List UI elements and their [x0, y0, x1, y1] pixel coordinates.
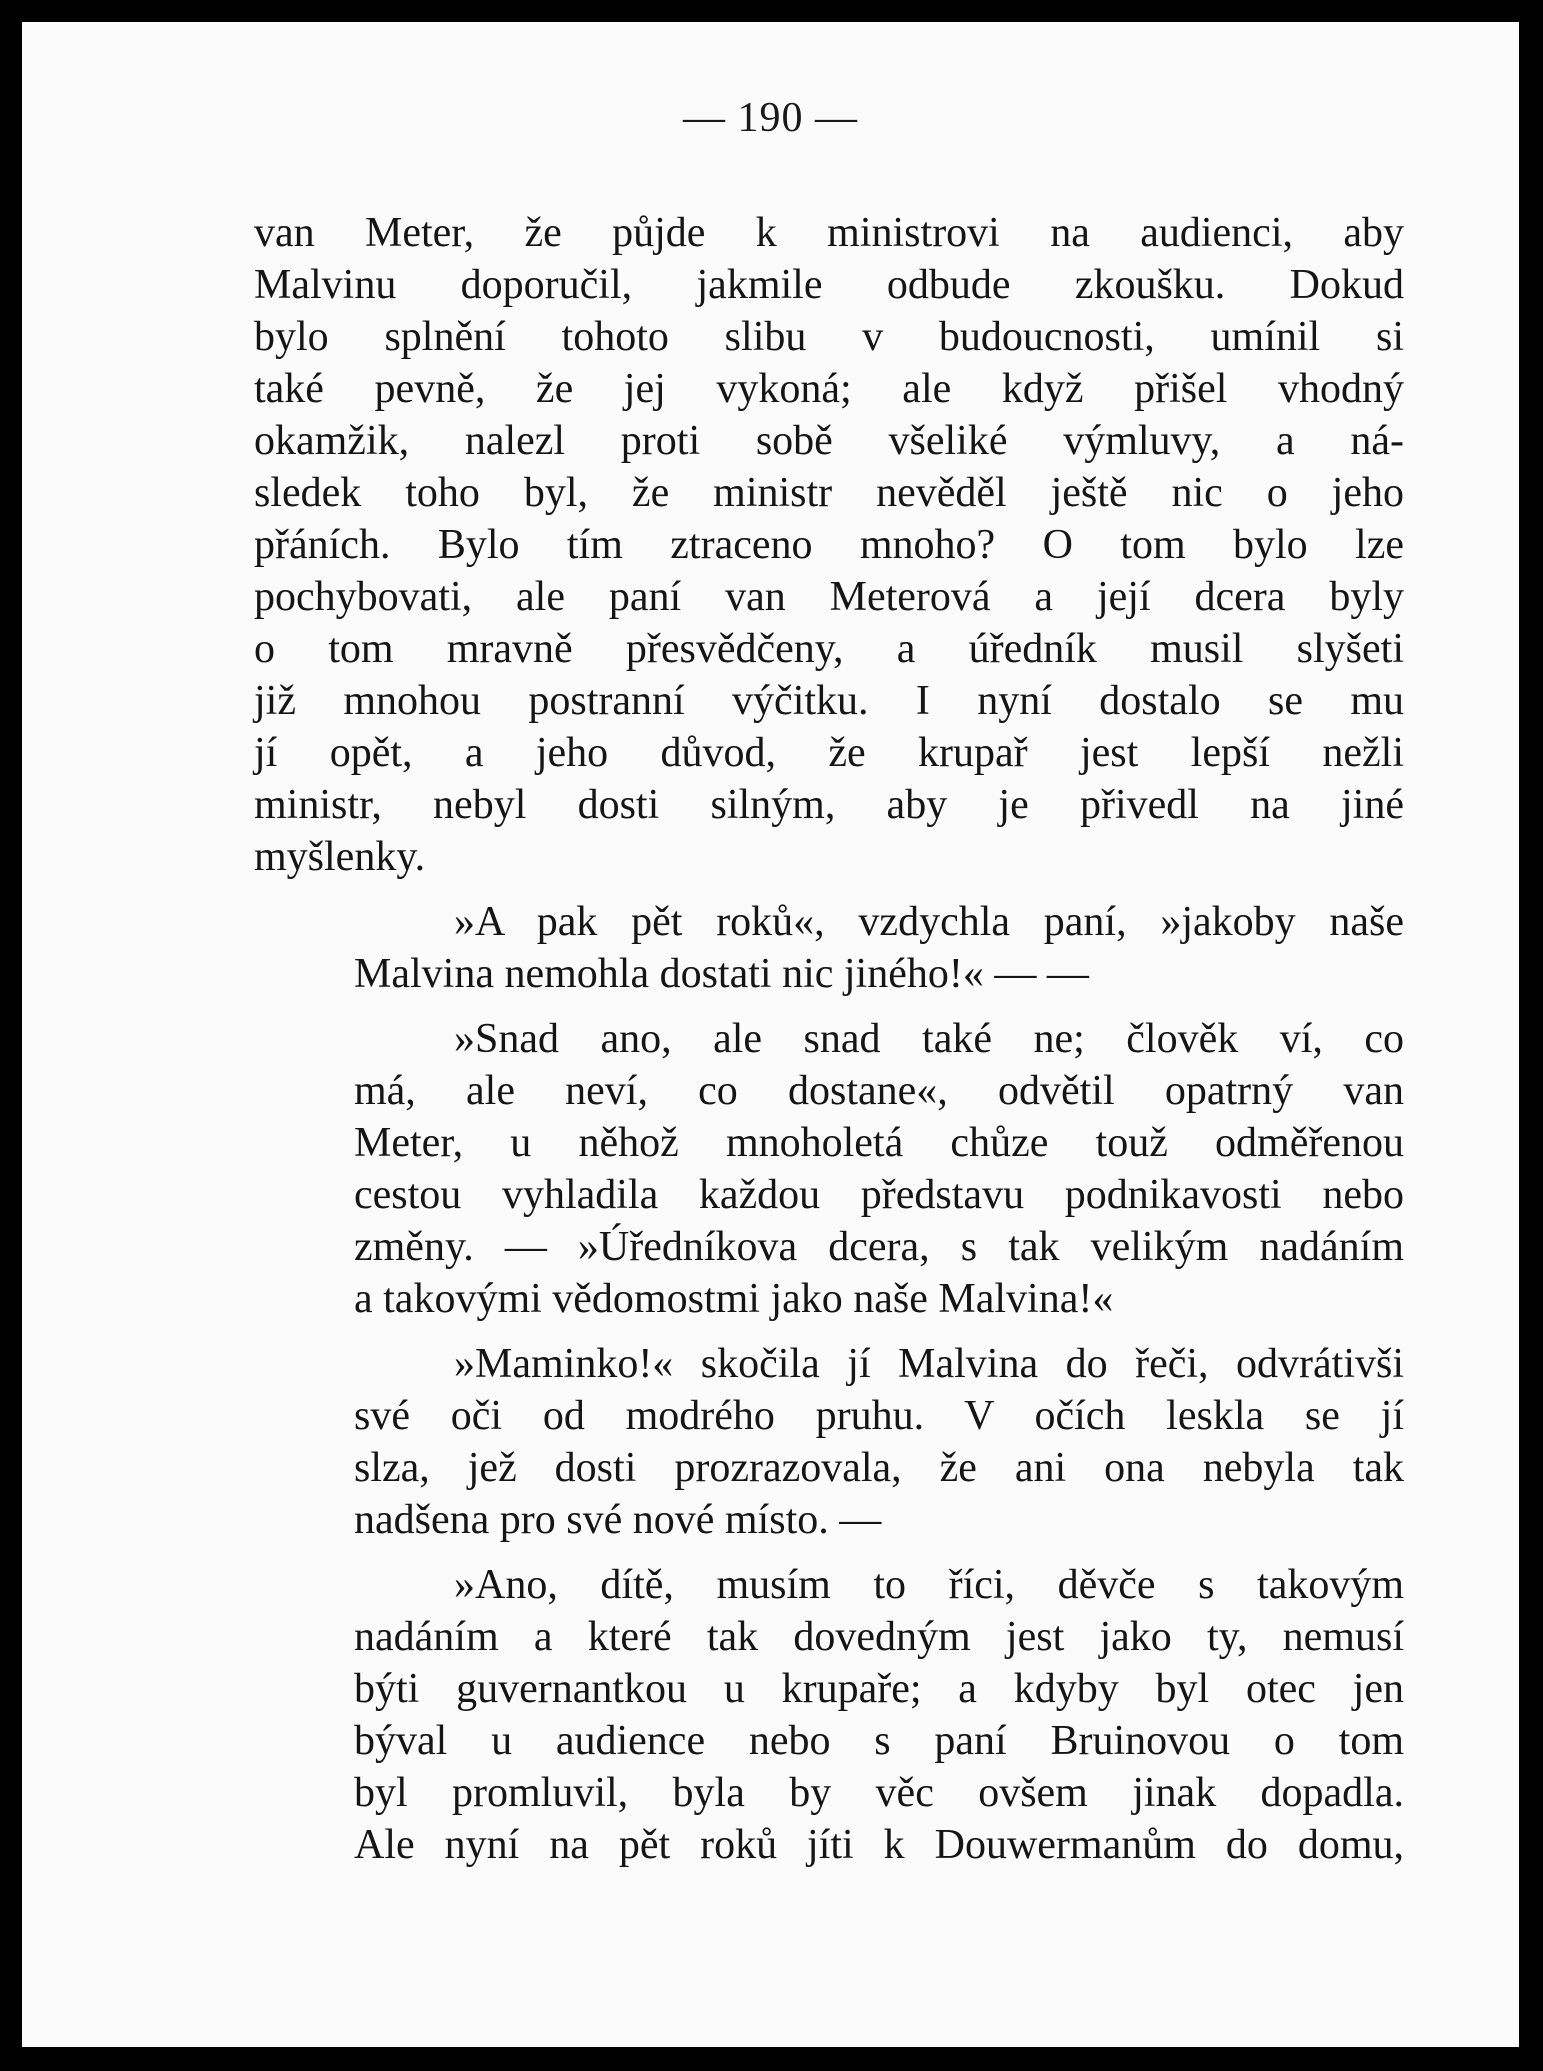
- text-line: »Maminko!« skočila jí Malvina do řeči, odvrátivši: [454, 1341, 1404, 1387]
- text-line: má, ale neví, co dostane«, odvětil opatrný van: [354, 1068, 1404, 1114]
- text-line: nadáním a které tak dovedným jest jako ty, nemusí: [354, 1614, 1404, 1660]
- text-line: »A pak pět roků«, vzdychla paní, »jakoby naše: [454, 899, 1404, 945]
- paragraph-1: [254, 207, 1404, 883]
- paragraph-3: [254, 1013, 1404, 1325]
- text-line: o tom mravně přesvědčeny, a úředník musil slyšeti: [254, 626, 1404, 672]
- text-line: cestou vyhladila každou představu podnikavosti nebo: [354, 1172, 1404, 1218]
- text-line: slza, jež dosti prozrazovala, že ani ona nebyla tak: [354, 1445, 1404, 1491]
- text-line: byl promluvil, byla by věc ovšem jinak dopadla.: [354, 1770, 1404, 1816]
- text-line: změny. — »Úředníkova dcera, s tak velikým nadáním: [354, 1224, 1404, 1270]
- text-line: okamžik, nalezl proti sobě všeliké výmluvy, a ná-: [254, 418, 1404, 464]
- text-line: jí opět, a jeho důvod, že krupař jest lepší nežli: [254, 730, 1404, 776]
- text-line: své oči od modrého pruhu. V očích leskla se jí: [354, 1393, 1404, 1439]
- text-line: nadšena pro své nové místo. —: [354, 1497, 882, 1543]
- text-line: také pevně, že jej vykoná; ale když přišel vhodný: [254, 366, 1404, 412]
- text-line: bylo splnění tohoto slibu v budoucnosti, umínil si: [254, 314, 1404, 360]
- text-line: pochybovati, ale paní van Meterová a její dcera byly: [254, 574, 1404, 620]
- text-line: Malvina nemohla dostati nic jiného!« — —: [354, 951, 1089, 997]
- text-line: Malvinu doporučil, jakmile odbude zkoušku. Dokud: [254, 262, 1404, 308]
- paragraph-4: [254, 1338, 1404, 1546]
- paragraph-5: [254, 1559, 1404, 1871]
- page-number: — 190 —: [683, 95, 858, 141]
- text-line: »Ano, dítě, musím to říci, děvče s takovým: [454, 1562, 1404, 1608]
- text-line: již mnohou postranní výčitku. I nyní dostalo se mu: [254, 678, 1404, 724]
- text-line: van Meter, že půjde k ministrovi na audienci, aby: [254, 210, 1404, 256]
- text-line: a takovými vědomostmi jako naše Malvina!«: [354, 1276, 1114, 1322]
- text-line: Ale nyní na pět roků jíti k Douwermanům do domu,: [354, 1822, 1404, 1868]
- text-line: sledek toho byl, že ministr nevěděl ještě nic o jeho: [254, 470, 1404, 516]
- text-line: ministr, nebyl dosti silným, aby je přivedl na jiné: [254, 782, 1404, 828]
- text-line: Meter, u něhož mnoholetá chůze touž odměřenou: [354, 1120, 1404, 1166]
- text-line: myšlenky.: [254, 834, 426, 880]
- book-page: [22, 22, 1519, 2047]
- body-text: [254, 207, 1404, 1871]
- text-line: »Snad ano, ale snad také ne; člověk ví, co: [454, 1016, 1404, 1062]
- text-line: přáních. Bylo tím ztraceno mnoho? O tom bylo lze: [254, 522, 1404, 568]
- paragraph-2: [254, 896, 1404, 1000]
- text-line: býval u audience nebo s paní Bruinovou o tom: [354, 1718, 1404, 1764]
- text-line: býti guvernantkou u krupaře; a kdyby byl otec jen: [354, 1666, 1404, 1712]
